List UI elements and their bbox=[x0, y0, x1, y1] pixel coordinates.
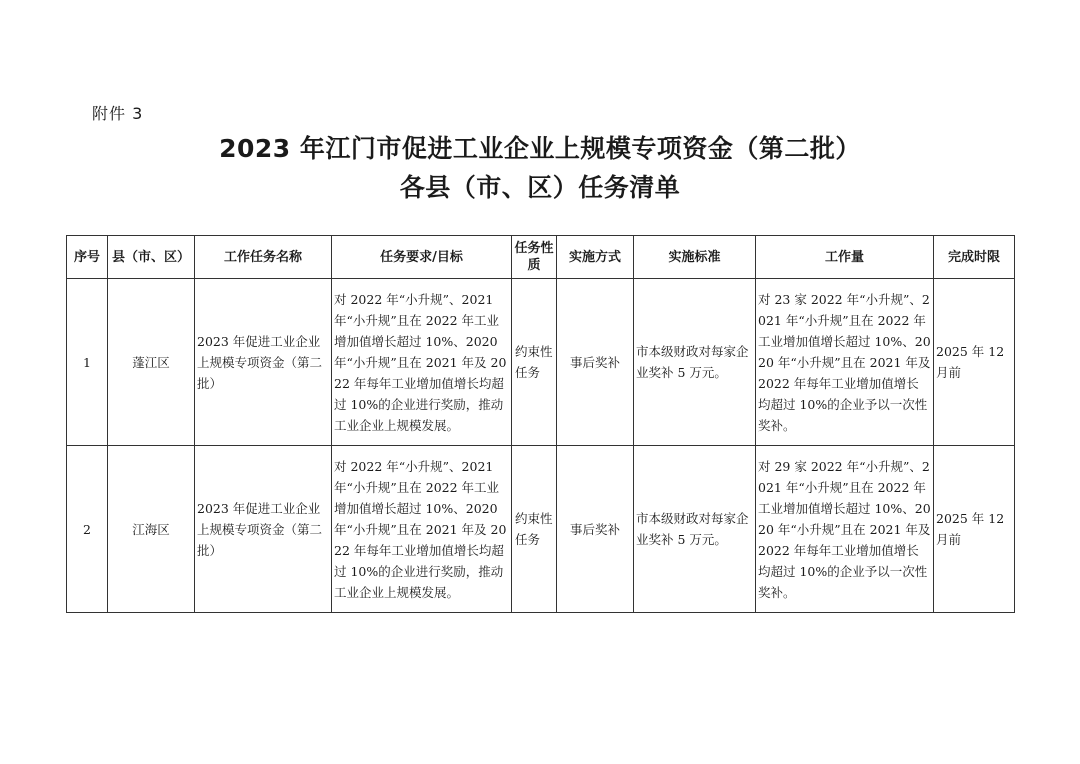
header-task-name: 工作任务名称 bbox=[195, 236, 332, 279]
cell-workload: 对 23 家 2022 年“小升规”、2021 年“小升规”且在 2022 年工业增加值增长超过 10%、2020 年“小升规”且在 2021 年及 2022 年每年工业增加值增长均超过 10%的企业予以一次性奖补。 bbox=[756, 279, 934, 446]
header-nature: 任务性质 bbox=[512, 236, 557, 279]
cell-nature: 约束性任务 bbox=[512, 279, 557, 446]
cell-task-name: 2023 年促进工业企业上规模专项资金（第二批） bbox=[195, 446, 332, 613]
header-standard: 实施标准 bbox=[634, 236, 756, 279]
table-row bbox=[67, 446, 1015, 613]
table-row bbox=[67, 279, 1015, 446]
cell-requirement: 对 2022 年“小升规”、2021 年“小升规”且在 2022 年工业增加值增长超过 10%、2020 年“小升规”且在 2021 年及 2022 年每年工业增加值增长均超过 10%的企业进行奖励，推动工业企业上规模发展。 bbox=[332, 446, 512, 613]
cell-task-name: 2023 年促进工业企业上规模专项资金（第二批） bbox=[195, 279, 332, 446]
header-deadline: 完成时限 bbox=[934, 236, 1015, 279]
table-header-row bbox=[67, 236, 1015, 279]
header-workload: 工作量 bbox=[756, 236, 934, 279]
header-county: 县（市、区） bbox=[108, 236, 195, 279]
cell-county: 江海区 bbox=[108, 446, 195, 613]
task-list-table bbox=[66, 235, 1015, 613]
cell-nature: 约束性任务 bbox=[512, 446, 557, 613]
document-title: 2023 年江门市促进工业企业上规模专项资金（第二批） bbox=[219, 134, 861, 163]
cell-requirement: 对 2022 年“小升规”、2021 年“小升规”且在 2022 年工业增加值增长超过 10%、2020 年“小升规”且在 2021 年及 2022 年每年工业增加值增长均超过 10%的企业进行奖励，推动工业企业上规模发展。 bbox=[332, 279, 512, 446]
cell-index: 1 bbox=[67, 279, 108, 446]
cell-index: 2 bbox=[67, 446, 108, 613]
cell-method: 事后奖补 bbox=[557, 446, 634, 613]
header-index: 序号 bbox=[67, 236, 108, 279]
cell-county: 蓬江区 bbox=[108, 279, 195, 446]
header-method: 实施方式 bbox=[557, 236, 634, 279]
cell-standard: 市本级财政对每家企业奖补 5 万元。 bbox=[634, 446, 756, 613]
cell-deadline: 2025 年 12 月前 bbox=[934, 279, 1015, 446]
document-subtitle: 各县（市、区）任务清单 bbox=[399, 173, 681, 202]
attachment-label: 附件 3 bbox=[92, 104, 144, 123]
cell-method: 事后奖补 bbox=[557, 279, 634, 446]
cell-deadline: 2025 年 12 月前 bbox=[934, 446, 1015, 613]
header-requirement: 任务要求/目标 bbox=[332, 236, 512, 279]
cell-standard: 市本级财政对每家企业奖补 5 万元。 bbox=[634, 279, 756, 446]
cell-workload: 对 29 家 2022 年“小升规”、2021 年“小升规”且在 2022 年工业增加值增长超过 10%、2020 年“小升规”且在 2021 年及 2022 年每年工业增加值增长均超过 10%的企业予以一次性奖补。 bbox=[756, 446, 934, 613]
